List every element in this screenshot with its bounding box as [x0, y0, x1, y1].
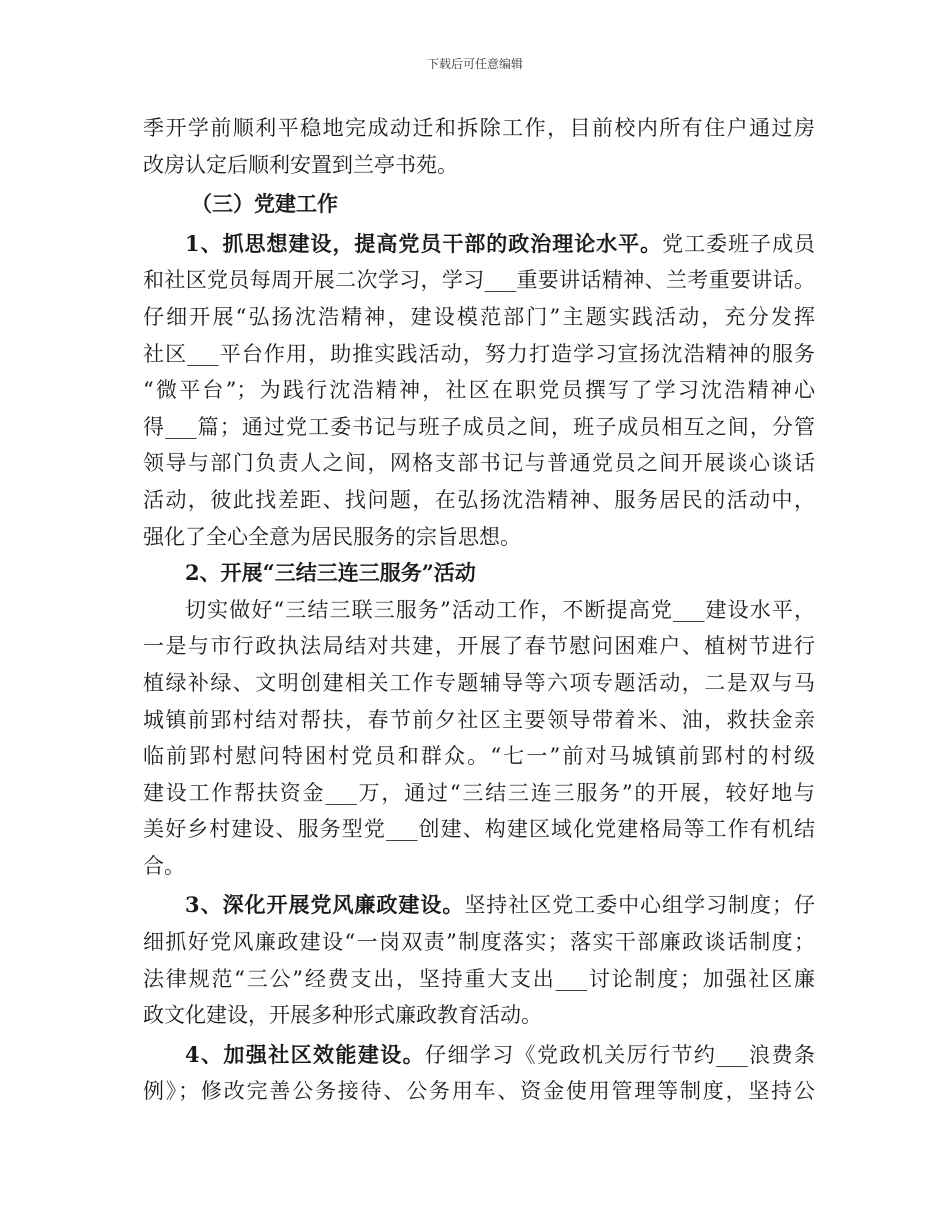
paragraph-line [143, 1037, 815, 1074]
paragraph-line: 一是与市行政执法局结对共建，开展了春节慰问困难户、植树节进行 [143, 634, 815, 659]
paragraph-line: 社区___平台作用，助推实践活动，努力打造学习宣扬沈浩精神的服务 [143, 341, 815, 366]
paragraph-line: 切实做好“三结三联三服务”活动工作，不断提高党___建设水平， [185, 597, 815, 622]
paragraph-text: 党工委班子成员 [662, 231, 815, 256]
subheading: 3、深化开展党风廉政建设。 [185, 892, 465, 918]
paragraph-text: 仔细学习《党政机关厉行节约___浪费条 [425, 1042, 815, 1067]
subheading: 1、抓思想建设，提高党员干部的政治理论水平。 [185, 230, 663, 256]
paragraph-line: 政文化建设，开展多种形式廉政教育活动。 [143, 1003, 542, 1028]
subheading: 4、加强社区效能建设。 [185, 1041, 426, 1067]
paragraph-line: 美好乡村建设、服务型党___创建、构建区域化党建格局等工作有机结 [143, 817, 815, 842]
paragraph-line: 改房认定后顺利安置到兰亭书苑。 [143, 152, 458, 177]
paragraph-line: “微平台”；为践行沈浩精神，社区在职党员撰写了学习沈浩精神心 [143, 378, 815, 403]
section-heading: 2、开展“三结三连三服务”活动 [185, 560, 476, 586]
paragraph-line: 和社区党员每周开展二次学习，学习___重要讲话精神、兰考重要讲话。 [143, 268, 815, 293]
paragraph-line: 建设工作帮扶资金___万，通过“三结三连三服务”的开展，较好地与 [143, 780, 815, 805]
document-body [143, 110, 815, 1110]
paragraph-line: 临前郢村慰问特困村党员和群众。“七一”前对马城镇前郢村的村级 [143, 744, 815, 769]
paragraph-text: 坚持社区党工委中心组学习制度；仔 [464, 893, 815, 918]
paragraph-line: 合。 [143, 853, 185, 878]
paragraph-line: 细抓好党风廉政建设“一岗双责”制度落实；落实干部廉政谈话制度； [143, 930, 815, 955]
paragraph-line: 植绿补绿、文明创建相关工作专题辅导等六项专题活动，二是双与马 [143, 670, 815, 695]
paragraph-line: 强化了全心全意为居民服务的宗旨思想。 [143, 524, 521, 549]
paragraph-line: 领导与部门负责人之间，网格支部书记与普通党员之间开展谈心谈话 [143, 451, 815, 476]
paragraph-line [143, 887, 815, 924]
paragraph-line: 城镇前郢村结对帮扶，春节前夕社区主要领导带着米、油，救扶金亲 [143, 707, 815, 732]
paragraph-line: 季开学前顺利平稳地完成动迁和拆除工作，目前校内所有住户通过房 [143, 116, 815, 140]
paragraph-line: 仔细开展“弘扬沈浩精神，建设模范部门”主题实践活动，充分发挥 [143, 304, 815, 329]
paragraph-line: 法律规范“三公”经费支出，坚持重大支出___讨论制度；加强社区廉 [143, 966, 815, 991]
paragraph-line: 活动，彼此找差距、找问题，在弘扬沈浩精神、服务居民的活动中， [143, 487, 815, 512]
section-heading: （三）党建工作 [191, 191, 338, 217]
paragraph-line: 得___篇；通过党工委书记与班子成员之间，班子成员相互之间，分管 [143, 414, 815, 439]
paragraph-line: 例》；修改完善公务接待、公务用车、资金使用管理等制度，坚持公 [143, 1079, 815, 1104]
page-header: 下载后可任意编辑 [426, 57, 523, 71]
paragraph-line [143, 226, 815, 263]
